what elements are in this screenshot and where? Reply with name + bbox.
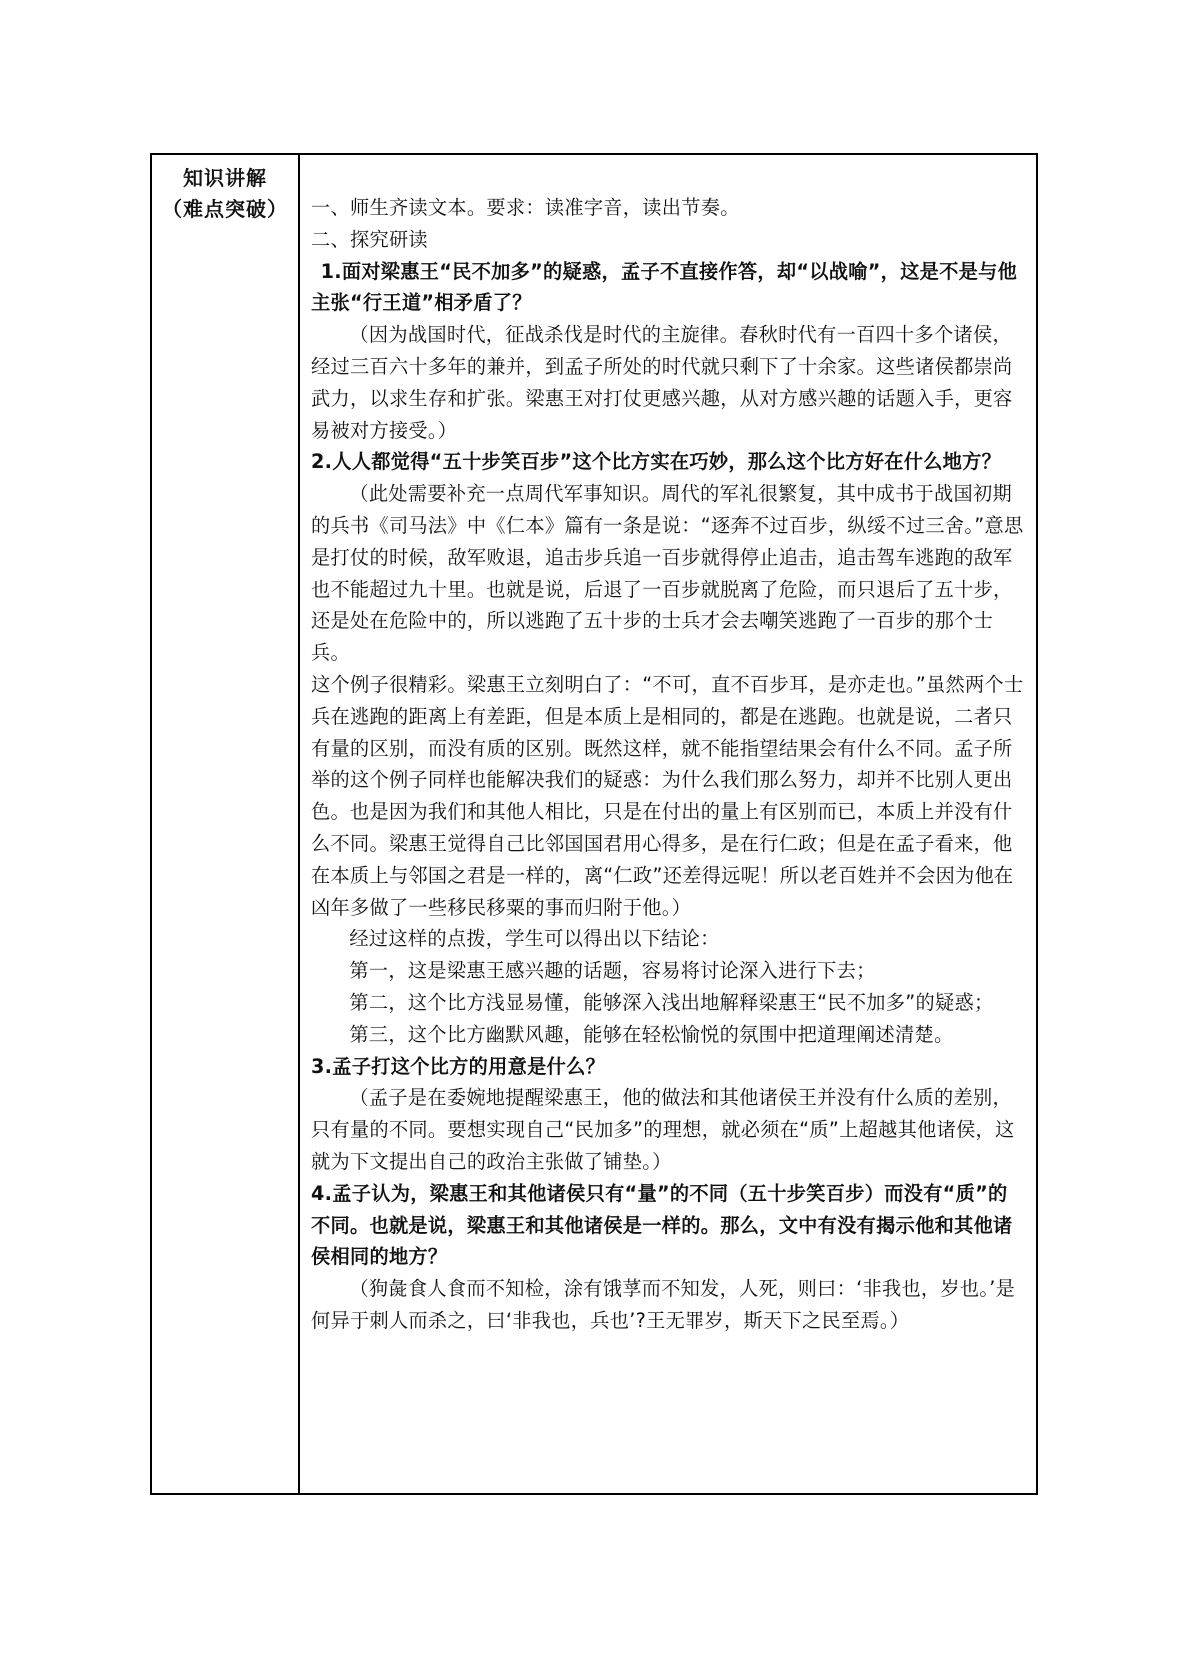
question-1: 1.面对梁惠王“民不加多”的疑惑，孟子不直接作答，却“以战喻”，这是不是与他主张“行王道”相矛盾了？: [311, 259, 1018, 315]
instruction-reading: 一、师生齐读文本。要求：读准字音，读出节奏。: [311, 196, 740, 219]
section-title: 知识讲解: [183, 166, 267, 190]
question-3: 3.孟子打这个比方的用意是什么？: [311, 1054, 606, 1078]
section-subtitle: （难点突破）: [162, 197, 288, 221]
conclusion-intro: 经过这样的点拨，学生可以得出以下结论：: [349, 927, 720, 951]
lesson-table: [150, 153, 1038, 1495]
answer-3: （孟子是在委婉地提醒梁惠王，他的做法和其他诸侯王并没有什么质的差别，只有量的不同。要想实现自己“民加多”的理想，就必须在“质”上超越其他诸侯，这就为下文提出自己的政治主张做了铺垫。）: [311, 1086, 1015, 1173]
section-label-cell: [152, 155, 300, 1493]
conclusion-3: 第三，这个比方幽默风趣，能够在轻松愉悦的氛围中把道理阐述清楚。: [349, 1022, 954, 1046]
answer-2-continued: 这个例子很精彩。梁惠王立刻明白了：“不可，直不百步耳，是亦走也。”虽然两个士兵在逃跑的距离上有差距，但是本质上是相同的，都是在逃跑。也就是说，二者只有量的区别，而没有质的区别。既然这样，就不能指望结果会有什么不同。孟子所举的这个例子同样也能解决我们的疑惑：为什么我们那么努力，却并不比别人更出色。也是因为我们和其他人相比，只是在付出的量上有区别而已，本质上并没有什么不同。梁惠王觉得自己比邻国国君用心得多，是在行仁政；但是在孟子看来，他在本质上与邻国之君是一样的，离“仁政”还差得远呢！所以老百姓并不会因为他在凶年多做了一些移民移粟的事而归附于他。）: [311, 672, 1024, 919]
content-cell: [300, 155, 1036, 1493]
conclusion-1: 第一，这是梁惠王感兴趣的话题，容易将讨论深入进行下去；: [349, 959, 876, 983]
answer-2: （此处需要补充一点周代军事知识。周代的军礼很繁复，其中成书于战国初期的兵书《司马法》中《仁本》篇有一条是说：“逐奔不过百步，纵绥不过三舍。”意思是打仗的时候，敌军败退，追击步兵追一百步就得停止追击，追击驾车逃跑的敌军也不能超过九十里。也就是说，后退了一百步就脱离了危险，而只退后了五十步，还是处在危险中的，所以逃跑了五十步的士兵才会去嘲笑逃跑了一百步的那个士兵。: [311, 482, 1024, 665]
conclusion-2: 第二，这个比方浅显易懂，能够深入浅出地解释梁惠王“民不加多”的疑惑；: [349, 990, 994, 1014]
section-heading-research: 二、探究研读: [311, 227, 428, 251]
answer-1: （因为战国时代，征战杀伐是时代的主旋律。春秋时代有一百四十多个诸侯，经过三百六十多年的兼并，到孟子所处的时代就只剩下了十余家。这些诸侯都崇尚武力，以求生存和扩张。梁惠王对打仗更感兴趣，从对方感兴趣的话题入手，更容易被对方接受。）: [311, 323, 1013, 442]
answer-4: （狗彘食人食而不知检，涂有饿莩而不知发，人死，则曰：‘非我也，岁也。’是何异于刺人而杀之，曰‘非我也，兵也’?王无罪岁，斯天下之民至焉。）: [311, 1277, 1016, 1332]
question-2: 2.人人都觉得“五十步笑百步”这个比方实在巧妙，那么这个比方好在什么地方？: [311, 450, 1002, 474]
question-4: 4.孟子认为，梁惠王和其他诸侯只有“量”的不同（五十步笑百步）而没有“质”的不同。也就是说，梁惠王和其他诸侯是一样的。那么，文中有没有揭示他和其他诸侯相同的地方？: [311, 1181, 1013, 1269]
